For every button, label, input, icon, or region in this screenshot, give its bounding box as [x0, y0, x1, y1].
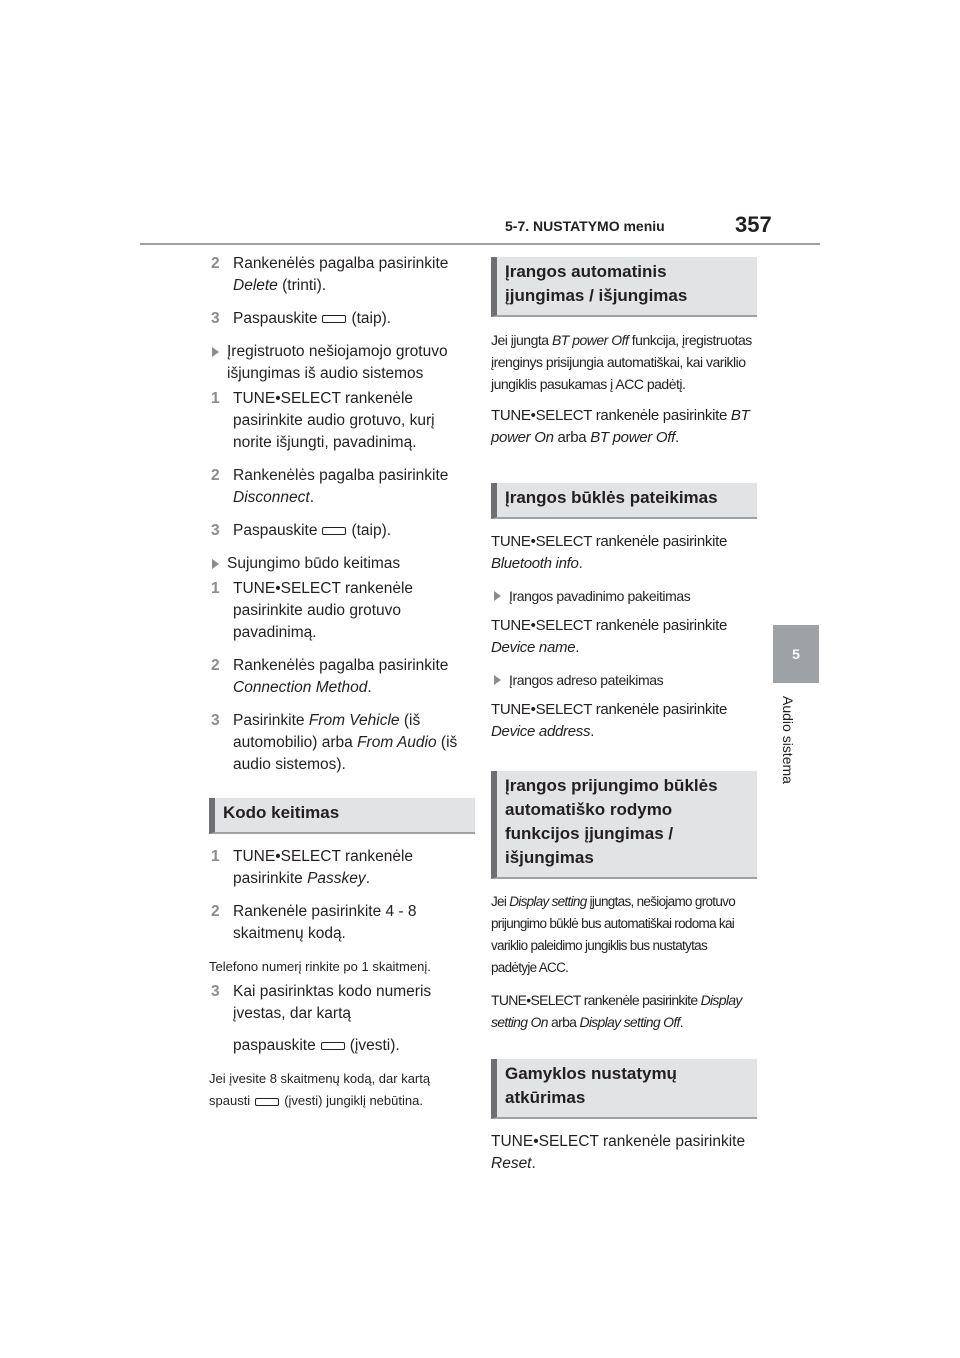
step-text: paspauskite	[233, 1037, 316, 1054]
text: .	[679, 1014, 683, 1030]
menu-term: From Audio	[357, 734, 437, 751]
text: TUNE•SELECT rankenėle pasirinkite	[491, 701, 728, 718]
step-text: (taip).	[351, 310, 392, 327]
menu-term: Display setting	[509, 894, 587, 909]
chapter-tab: 5	[773, 625, 819, 683]
section-heading-display-setting: Įrangos prijungimo būklės automatiško rodymo funkcijos įjungimas / išjungimas	[491, 771, 757, 879]
menu-term: Display setting On	[491, 992, 742, 1030]
step-passkey	[209, 846, 471, 890]
text: TUNE•SELECT rankenėle pasirinkite	[491, 992, 701, 1008]
button-icon	[322, 315, 346, 323]
text: Jei įjungta	[491, 332, 552, 348]
menu-term: Reset	[491, 1155, 532, 1172]
text: .	[575, 639, 580, 656]
step-number: 2	[211, 255, 220, 272]
text: .	[590, 723, 595, 740]
step-text: TUNE•SELECT rankenėle pasirinkite audio grotuvo, kurį norite išjungti, pavadinimą.	[233, 390, 435, 451]
step-select-player-name	[209, 578, 471, 644]
text: TUNE•SELECT rankenėle pasirinkite	[491, 1133, 746, 1150]
text: arba	[553, 429, 591, 446]
step-enter-code	[209, 901, 471, 945]
text: .	[578, 555, 583, 572]
text: funkcija, įregistruotas įrenginys prisijungia automatiškai, kai variklio jungiklis pasukamas į ACC padėtį.	[491, 332, 752, 392]
text: .	[531, 1155, 536, 1172]
paragraph-display-select	[491, 989, 753, 1033]
step-text: .	[365, 870, 370, 887]
menu-term: From Vehicle	[308, 712, 400, 729]
section-heading-status: Įrangos būklės pateikimas	[491, 483, 757, 519]
menu-term: Passkey	[307, 870, 366, 887]
step-text: (iš audio sistemos).	[233, 734, 458, 773]
button-icon	[321, 1042, 345, 1050]
subheading-device-name: Įrangos pavadinimo pakeitimas	[491, 585, 753, 607]
step-number: 3	[211, 712, 220, 729]
step-text: Rankenėlės pagalba pasirinkite	[233, 467, 449, 484]
step-text: (trinti).	[277, 277, 327, 294]
step-number: 1	[211, 848, 220, 865]
section-heading-factory-reset: Gamyklos nustatymų atkūrimas	[491, 1059, 757, 1119]
menu-term: BT power On	[491, 407, 750, 446]
text: TUNE•SELECT rankenėle pasirinkite	[491, 407, 731, 424]
step-number: 3	[211, 983, 220, 1000]
menu-term: Device address	[491, 723, 591, 740]
step-press-yes	[209, 308, 471, 330]
step-number: 2	[211, 903, 220, 920]
note-eight-digits	[209, 1068, 471, 1112]
subheading-disconnect: Įregistruoto nešiojamojo grotuvo išjungimas iš audio sistemos	[209, 341, 471, 385]
step-text: Rankenėle pasirinkite 4 - 8 skaitmenų kodą.	[233, 903, 417, 942]
step-choose-source	[209, 710, 471, 776]
subheading-connection-method: Sujungimo būdo keitimas	[209, 553, 471, 575]
paragraph-power-select	[491, 405, 753, 449]
step-text: Rankenėlės pagalba pasirinkite	[233, 255, 449, 272]
menu-term: Connection Method	[233, 679, 368, 696]
note-text: spausti	[209, 1093, 251, 1108]
chapter-side-label: Audio sistema	[780, 696, 796, 784]
note-text: (įvesti) jungiklį nebūtina.	[284, 1093, 423, 1108]
step-select-player	[209, 388, 471, 454]
section-heading-auto-power: Įrangos automatinis įjungimas / išjungimas	[491, 257, 757, 317]
step-text: (iš automobilio) arba	[233, 712, 421, 751]
step-connection-method	[209, 655, 471, 699]
step-confirm-code	[209, 981, 471, 1057]
menu-term: BT power Off	[590, 429, 675, 446]
section-heading-kodo: Kodo keitimas	[209, 798, 475, 834]
step-text: TUNE•SELECT rankenėle pasirinkite audio grotuvo pavadinimą.	[233, 580, 414, 641]
paragraph-auto-power	[491, 329, 753, 395]
step-disconnect	[209, 465, 471, 509]
step-text: .	[309, 489, 314, 506]
step-delete	[209, 253, 471, 297]
paragraph-bluetooth-info	[491, 531, 753, 575]
right-column	[491, 257, 753, 1185]
step-number: 1	[211, 580, 220, 597]
step-text: Paspauskite	[233, 310, 318, 327]
step-text: (įvesti).	[349, 1037, 400, 1054]
paragraph-display-setting	[491, 891, 753, 979]
step-text: .	[367, 679, 372, 696]
step-number: 1	[211, 390, 220, 407]
subheading-device-address: Įrangos adreso pateikimas	[491, 669, 753, 691]
header-rule	[140, 243, 820, 245]
page-header-section: 5-7. NUSTATYMO meniu	[505, 218, 665, 234]
step-text: Pasirinkite	[233, 712, 305, 729]
menu-term: Bluetooth info	[491, 555, 579, 572]
note-text: Jei įvesite 8 skaitmenų kodą, dar kartą	[209, 1071, 431, 1086]
text: arba	[547, 1014, 580, 1030]
step-text: (taip).	[351, 522, 392, 539]
step-text: Rankenėlės pagalba pasirinkite	[233, 657, 449, 674]
paragraph-device-name	[491, 615, 753, 659]
paragraph-reset	[491, 1131, 753, 1175]
page-number: 357	[735, 212, 772, 237]
note-digit-entry: Telefono numerį rinkite po 1 skaitmenį.	[209, 959, 431, 974]
menu-term: Delete	[233, 277, 278, 294]
menu-term: BT power Off	[551, 332, 629, 348]
left-column	[209, 253, 471, 1115]
step-number: 3	[211, 310, 220, 327]
paragraph-device-address	[491, 699, 753, 743]
step-press-yes	[209, 520, 471, 542]
text: Jei	[491, 894, 510, 909]
step-number: 2	[211, 657, 220, 674]
step-text: Paspauskite	[233, 522, 318, 539]
text: TUNE•SELECT rankenėle pasirinkite	[491, 617, 728, 634]
step-number: 3	[211, 522, 220, 539]
button-icon	[255, 1098, 279, 1106]
step-number: 2	[211, 467, 220, 484]
menu-term: Device name	[491, 639, 576, 656]
text: .	[674, 429, 679, 446]
step-text: Kai pasirinktas kodo numeris įvestas, dar kartą	[233, 983, 432, 1022]
button-icon	[322, 527, 346, 535]
text: TUNE•SELECT rankenėle pasirinkite	[491, 533, 728, 550]
text: įjungtas, nešiojamo grotuvo prijungimo būklė bus automatiškai rodoma kai variklio paleidimo jungiklis bus nustatytas padėtyje ACC.	[491, 894, 736, 975]
menu-term: Display setting Off	[579, 1014, 680, 1030]
menu-term: Disconnect	[233, 489, 310, 506]
step-text: TUNE•SELECT rankenėle pasirinkite	[233, 848, 414, 887]
